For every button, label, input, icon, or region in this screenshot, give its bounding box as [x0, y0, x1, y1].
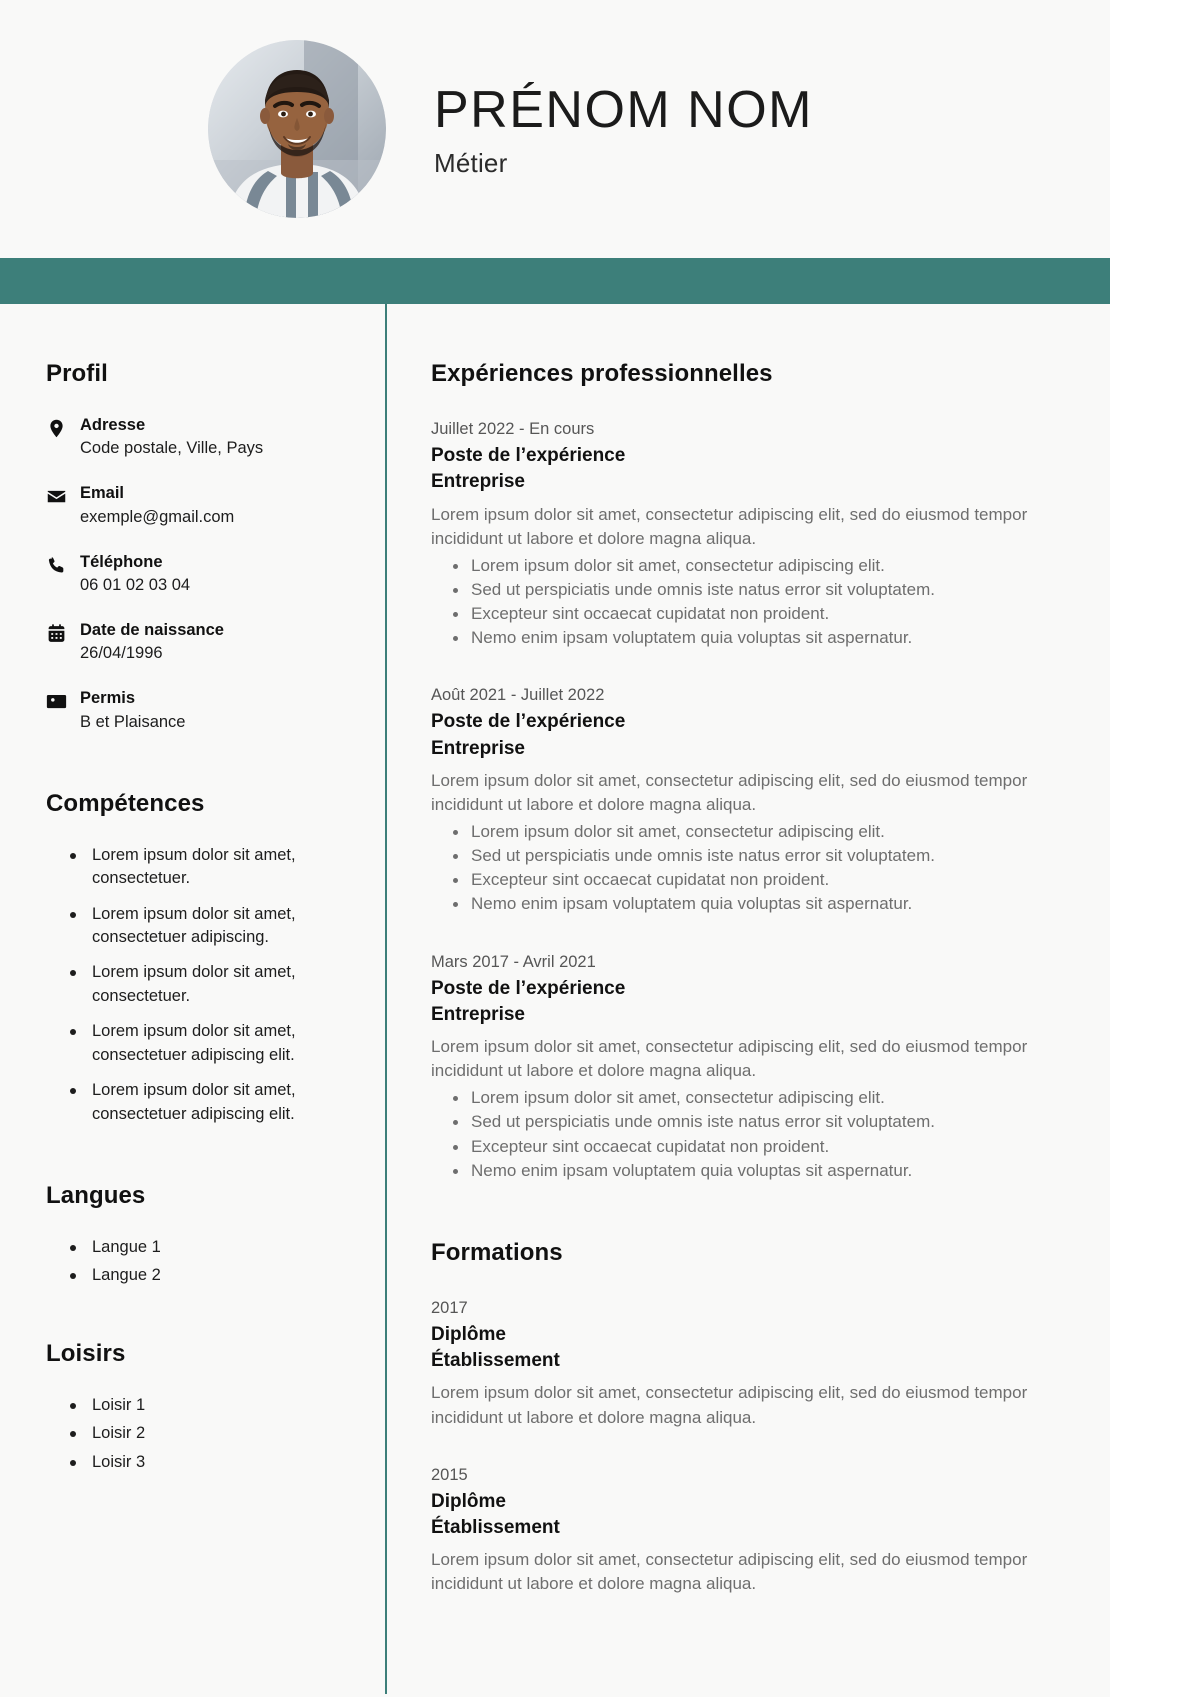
- main-content: [387, 304, 1110, 1694]
- entry-organization: Entreprise: [431, 471, 525, 493]
- list-item: Langue 1: [68, 1236, 343, 1259]
- contact-item-date-de-naissance: [46, 619, 343, 665]
- entry-date: Mars 2017 - Avril 2021: [431, 952, 596, 971]
- entry-school: Établissement: [431, 1516, 560, 1538]
- contact-value: exemple@gmail.com: [80, 507, 235, 526]
- portrait-photo-icon: [208, 40, 386, 218]
- entry-description: Lorem ipsum dolor sit amet, consectetur adipiscing elit, sed do eiusmod tempor incididunt ut labore et dolore magna aliqua.: [431, 1037, 1028, 1081]
- calendar-icon: [46, 619, 80, 644]
- contact-label: Téléphone: [80, 552, 163, 571]
- list-item: Lorem ipsum dolor sit amet, consectetuer.: [68, 844, 343, 891]
- contact-value: Code postale, Ville, Pays: [80, 439, 264, 458]
- list-item: Nemo enim ipsam voluptatem quia voluptas sit aspernatur.: [449, 626, 1062, 650]
- entry-description: Lorem ipsum dolor sit amet, consectetur adipiscing elit, sed do eiusmod tempor incididunt ut labore et dolore magna aliqua.: [431, 1550, 1028, 1594]
- contact-item-email: [46, 482, 343, 528]
- list-item: Lorem ipsum dolor sit amet, consectetur adipiscing elit.: [449, 1086, 1062, 1110]
- list-item: Sed ut perspiciatis unde omnis iste natus error sit voluptatem.: [449, 844, 1062, 868]
- identity-block: [434, 79, 813, 179]
- section-title-langues: Langues: [46, 1182, 146, 1210]
- entry-bullet-list: [431, 1086, 1062, 1183]
- education-entry: [431, 1464, 1062, 1597]
- cv-header: [0, 0, 1110, 258]
- languages-list: [46, 1236, 343, 1288]
- hobbies-list: [46, 1394, 343, 1474]
- list-item: Lorem ipsum dolor sit amet, consectetur adipiscing elit.: [449, 820, 1062, 844]
- entry-degree: Diplôme: [431, 1490, 506, 1512]
- contact-label: Permis: [80, 689, 136, 708]
- entry-school: Établissement: [431, 1350, 560, 1372]
- list-item: Sed ut perspiciatis unde omnis iste natus error sit voluptatem.: [449, 1110, 1062, 1134]
- contact-list: [46, 414, 343, 734]
- list-item: Loisir 2: [68, 1422, 343, 1445]
- location-pin-icon: [46, 414, 80, 439]
- list-item: Excepteur sint occaecat cupidatat non proident.: [449, 1135, 1062, 1159]
- avatar: [208, 40, 386, 218]
- section-title-competences: Compétences: [46, 789, 205, 817]
- entry-date: Août 2021 - Juillet 2022: [431, 686, 605, 705]
- list-item: Sed ut perspiciatis unde omnis iste natus error sit voluptatem.: [449, 578, 1062, 602]
- list-item: Nemo enim ipsam voluptatem quia voluptas sit aspernatur.: [449, 1159, 1062, 1183]
- contact-item-permis: [46, 687, 343, 733]
- contact-value: 26/04/1996: [80, 644, 163, 663]
- list-item: Excepteur sint occaecat cupidatat non proident.: [449, 868, 1062, 892]
- entry-description: Lorem ipsum dolor sit amet, consectetur adipiscing elit, sed do eiusmod tempor incididunt ut labore et dolore magna aliqua.: [431, 504, 1028, 548]
- contact-item-adresse: [46, 414, 343, 460]
- experience-entry: [431, 418, 1062, 650]
- entry-role: Poste de l’expérience: [431, 445, 626, 467]
- accent-band: [0, 258, 1110, 304]
- page-title: PRÉNOM NOM: [434, 81, 813, 140]
- list-item: Lorem ipsum dolor sit amet, consectetur adipiscing elit.: [449, 554, 1062, 578]
- cv-body: [0, 304, 1110, 1694]
- list-item: Lorem ipsum dolor sit amet, consectetuer.: [68, 961, 343, 1008]
- entry-description: Lorem ipsum dolor sit amet, consectetur adipiscing elit, sed do eiusmod tempor incididunt ut labore et dolore magna aliqua.: [431, 770, 1028, 814]
- section-title-formations: Formations: [431, 1238, 563, 1266]
- list-item: Loisir 3: [68, 1451, 343, 1474]
- skills-list: [46, 844, 343, 1126]
- entry-organization: Entreprise: [431, 1003, 525, 1025]
- section-title-experiences: Expériences professionnelles: [431, 360, 773, 387]
- sidebar: [0, 304, 385, 1694]
- contact-label: Date de naissance: [80, 621, 224, 640]
- entry-bullet-list: [431, 554, 1062, 651]
- list-item: Lorem ipsum dolor sit amet, consectetuer adipiscing elit.: [68, 1020, 343, 1067]
- list-item: Lorem ipsum dolor sit amet, consectetuer adipiscing elit.: [68, 1079, 343, 1126]
- list-item: Nemo enim ipsam voluptatem quia voluptas sit aspernatur.: [449, 892, 1062, 916]
- entry-date: 2015: [431, 1465, 468, 1484]
- phone-icon: [46, 551, 80, 576]
- entry-date: 2017: [431, 1298, 468, 1317]
- contact-label: Email: [80, 484, 125, 503]
- entry-bullet-list: [431, 820, 1062, 917]
- experience-entry: [431, 684, 1062, 916]
- list-item: Excepteur sint occaecat cupidatat non proident.: [449, 602, 1062, 626]
- contact-item-telephone: [46, 551, 343, 597]
- list-item: Lorem ipsum dolor sit amet, consectetuer adipiscing.: [68, 903, 343, 950]
- entry-role: Poste de l’expérience: [431, 977, 626, 999]
- entry-degree: Diplôme: [431, 1323, 506, 1345]
- entry-description: Lorem ipsum dolor sit amet, consectetur adipiscing elit, sed do eiusmod tempor incididunt ut labore et dolore magna aliqua.: [431, 1383, 1028, 1427]
- section-title-loisirs: Loisirs: [46, 1339, 126, 1367]
- section-title-profil: Profil: [46, 360, 108, 387]
- contact-value: B et Plaisance: [80, 712, 186, 731]
- entry-role: Poste de l’expérience: [431, 711, 626, 733]
- entry-date: Juillet 2022 - En cours: [431, 420, 595, 438]
- contact-label: Adresse: [80, 416, 146, 434]
- experience-entry: [431, 951, 1062, 1183]
- job-title: Métier: [434, 147, 508, 178]
- list-item: Loisir 1: [68, 1394, 343, 1417]
- list-item: Langue 2: [68, 1264, 343, 1287]
- education-entry: [431, 1297, 1062, 1430]
- id-card-icon: [46, 687, 80, 712]
- entry-organization: Entreprise: [431, 737, 525, 759]
- contact-value: 06 01 02 03 04: [80, 575, 191, 594]
- envelope-icon: [46, 482, 80, 507]
